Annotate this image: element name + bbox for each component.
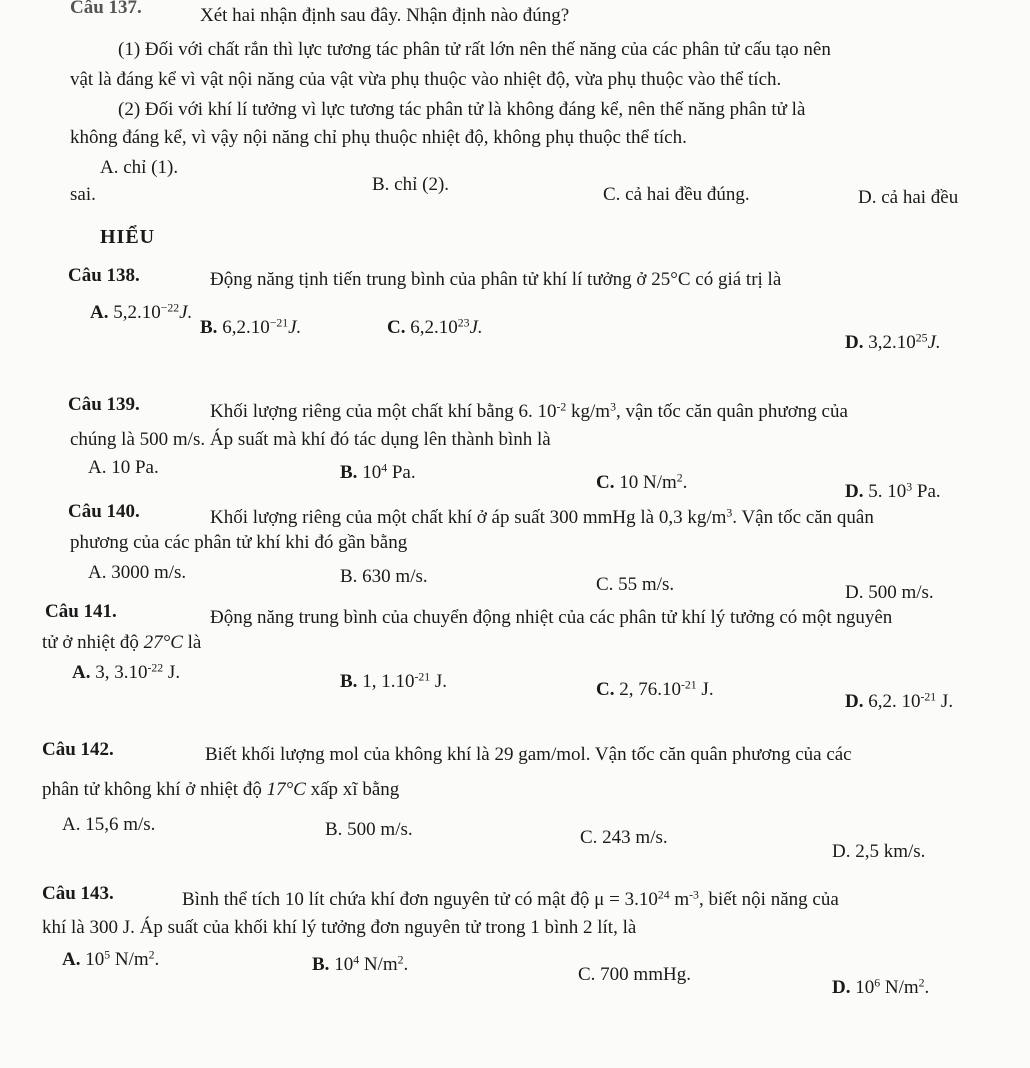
- option-a: A. 15,6 m/s.: [62, 814, 156, 835]
- option-b: B. chỉ (2).: [372, 174, 450, 195]
- question-stem-line-2: phương của các phân tử khí khi đó gần bằng: [70, 532, 408, 553]
- question-number: Câu 143.: [42, 883, 114, 904]
- statement-2-line-2: không đáng kể, vì vậy nội năng chỉ phụ thuộc nhiệt độ, không phụ thuộc thể tích.: [70, 127, 687, 148]
- question-stem-line-2: khí là 300 J. Áp suất của khối khí lý tưởng đơn nguyên tử trong 1 bình 2 lít, là: [42, 917, 637, 938]
- option-c: C. cả hai đều đúng.: [603, 184, 750, 205]
- option-d: D. $10^6$ $N/m^2$.: [832, 976, 930, 998]
- question-stem: Xét hai nhận định sau đây. Nhận định nào đúng?: [200, 5, 570, 26]
- option-d: D. 500 m/s.: [845, 582, 934, 603]
- option-b: B. $10^4$ Pa.: [340, 461, 416, 483]
- statement-2-line-1: (2) Đối với khí lí tưởng vì lực tương tác phân tử là không đáng kể, nên thế năng phân tử là: [118, 99, 806, 120]
- question-stem-line-2: tử ở nhiệt độ 27°C là: [42, 632, 202, 653]
- option-c: C. 6,2.10$^{23}$J.: [387, 316, 483, 338]
- question-number: Câu 137.: [70, 0, 142, 18]
- option-b: B. 1, $1.10^{-21}$ J.: [340, 670, 448, 692]
- option-c: C. 243 m/s.: [580, 827, 668, 848]
- question-number: Câu 140.: [68, 501, 140, 522]
- section-heading: HIỂU: [100, 226, 156, 248]
- option-a: A. $10^5$ $N/m^2$.: [62, 948, 160, 970]
- option-d: D. 2,5 km/s.: [832, 841, 926, 862]
- option-c: C. 700 mmHg.: [578, 964, 691, 985]
- option-d-continued: sai.: [70, 184, 96, 205]
- option-b: B. $6,2.10^{-21}J$.: [200, 316, 302, 338]
- question-number: Câu 142.: [42, 739, 114, 760]
- question-stem: Động năng tịnh tiến trung bình của phân tử khí lí tưởng ở 25°C có giá trị là: [210, 269, 782, 290]
- option-b: B. 500 m/s.: [325, 819, 413, 840]
- statement-1-line-1: (1) Đối với chất rắn thì lực tương tác phân tử rất lớn nên thế năng của các phân tử cấu tạo nên: [118, 39, 831, 60]
- option-a: A. $5,2.10^{-22}J$.: [90, 301, 193, 323]
- option-c: C. 10 $N/m^2$.: [596, 471, 688, 493]
- question-number: Câu 139.: [68, 394, 140, 415]
- option-d: D. 6,2. $10^{-21}$ J.: [845, 690, 954, 712]
- question-stem: Động năng trung bình của chuyển động nhiệt của các phân tử khí lý tưởng có một nguyên: [210, 607, 893, 628]
- question-number: Câu 138.: [68, 265, 140, 286]
- option-c: C. 55 m/s.: [596, 574, 675, 595]
- question-stem-line-2: phân tử không khí ở nhiệt độ 17°C xấp xĩ bằng: [42, 779, 400, 800]
- question-stem: Biết khối lượng mol của không khí là 29 gam/mol. Vận tốc căn quân phương của các: [205, 744, 852, 765]
- option-d: D. 5. $10^3$ Pa.: [845, 480, 941, 502]
- option-a: A. 3000 m/s.: [88, 562, 187, 583]
- option-a: A. chỉ (1).: [100, 157, 179, 178]
- option-d: D. cả hai đều: [858, 187, 959, 208]
- question-stem: Khối lượng riêng của một chất khí bằng 6. $10^{-2}$ $kg/m^3$, vận tốc căn quân phương của: [210, 400, 848, 422]
- question-number: Câu 141.: [45, 601, 117, 622]
- question-stem: Khối lượng riêng của một chất khí ở áp suất 300 mmHg là 0,3 $kg/m^3$. Vận tốc căn quân: [210, 506, 874, 528]
- option-a: A. 10 Pa.: [88, 457, 159, 478]
- option-c: C. 2, $76.10^{-21}$ J.: [596, 678, 714, 700]
- question-stem: Bình thể tích 10 lít chứa khí đơn nguyên tử có mật độ $\mu = 3.10^{24}$ $m^{-3}$, biết nội năng của: [182, 888, 839, 910]
- option-a: A. 3, $3.10^{-22}$ J.: [72, 661, 181, 683]
- option-d: D. 3,2.10$^{25}$J.: [845, 331, 941, 353]
- option-b: B. $10^4$ $N/m^2$.: [312, 953, 409, 975]
- question-stem-line-2: chúng là 500 m/s. Áp suất mà khí đó tác dụng lên thành bình là: [70, 429, 551, 450]
- option-b: B. 630 m/s.: [340, 566, 428, 587]
- statement-1-line-2: vật là đáng kể vì vật nội năng của vật vừa phụ thuộc vào nhiệt độ, vừa phụ thuộc vào thể tích.: [70, 69, 782, 90]
